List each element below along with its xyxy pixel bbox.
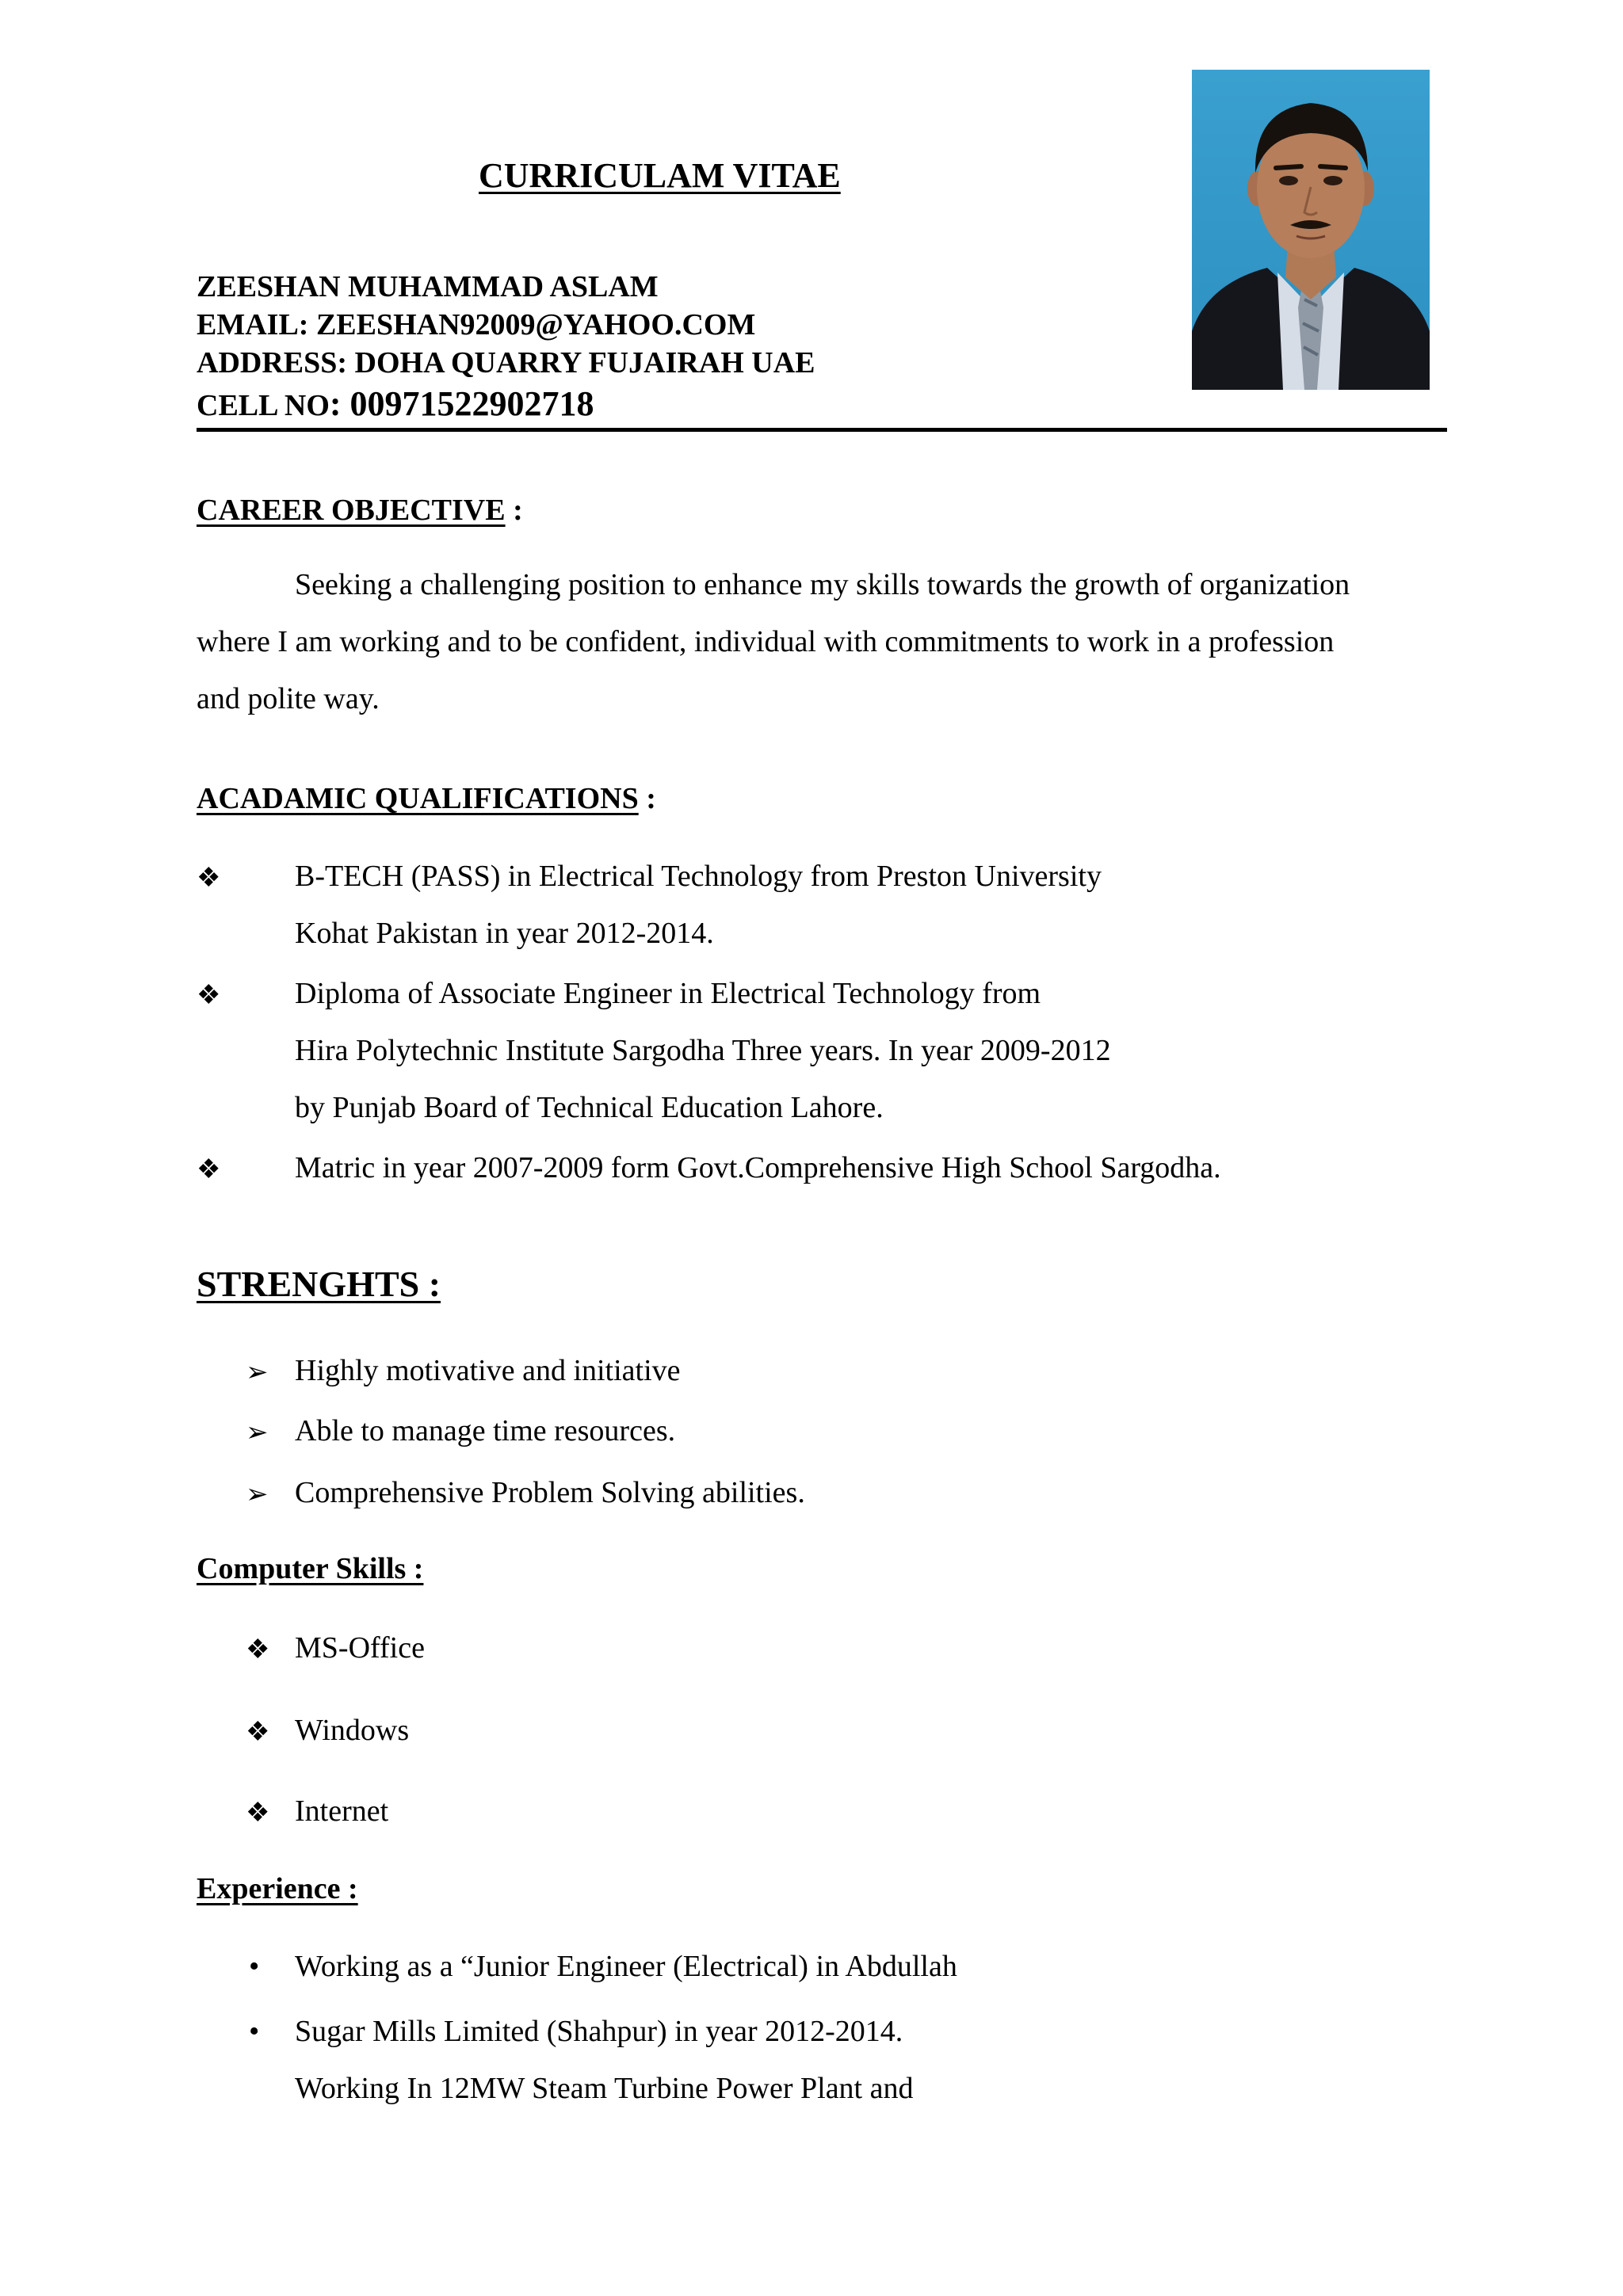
dot-bullet-icon: • <box>249 2015 260 2048</box>
profile-photo <box>1192 70 1430 390</box>
objective-line-1: Seeking a challenging position to enhance my skills towards the growth of organization <box>295 568 1350 601</box>
qualification-bullet-icon: ❖ <box>197 981 221 1010</box>
strength-item: Comprehensive Problem Solving abilities. <box>295 1476 805 1509</box>
qualification-bullet-icon: ❖ <box>197 1155 221 1184</box>
skill-bullet-icon: ❖ <box>246 1635 270 1665</box>
experience-line: Sugar Mills Limited (Shahpur) in year 2012-2014. <box>295 2015 903 2048</box>
qualification-line: Hira Polytechnic Institute Sargodha Three years. In year 2009-2012 <box>295 1034 1111 1067</box>
cell-number: : 00971522902718 <box>329 384 594 423</box>
arrow-bullet-icon: ➢ <box>246 1418 269 1447</box>
skill-bullet-icon: ❖ <box>246 1718 270 1747</box>
computer-skills-heading: Computer Skills : <box>197 1552 424 1585</box>
qualification-line: Diploma of Associate Engineer in Electrical Technology from <box>295 977 1041 1010</box>
qualification-line: Matric in year 2007-2009 form Govt.Comprehensive High School Sargodha. <box>295 1151 1221 1184</box>
cell-line <box>197 383 594 424</box>
academic-qualifications-heading: ACADAMIC QUALIFICATIONS : <box>197 782 656 815</box>
skill-item: Windows <box>295 1714 410 1747</box>
qualification-bullet-icon: ❖ <box>197 864 221 893</box>
qualification-line: Kohat Pakistan in year 2012-2014. <box>295 917 714 950</box>
skill-bullet-icon: ❖ <box>246 1798 270 1828</box>
arrow-bullet-icon: ➢ <box>246 1480 269 1509</box>
address-line: ADDRESS: DOHA QUARRY FUJAIRAH UAE <box>197 346 815 379</box>
header-divider <box>197 428 1447 432</box>
experience-heading: Experience : <box>197 1872 358 1905</box>
experience-line: Working In 12MW Steam Turbine Power Plant and <box>295 2072 914 2105</box>
career-objective-heading: CAREER OBJECTIVE : <box>197 494 523 527</box>
email-line: EMAIL: ZEESHAN92009@YAHOO.COM <box>197 308 756 341</box>
experience-line: Working as a “Junior Engineer (Electrical) in Abdullah <box>295 1950 957 1983</box>
qualification-line: by Punjab Board of Technical Education Lahore. <box>295 1091 884 1124</box>
qualification-line: B-TECH (PASS) in Electrical Technology from Preston University <box>295 860 1102 893</box>
arrow-bullet-icon: ➢ <box>246 1358 269 1387</box>
objective-line-2: where I am working and to be confident, individual with commitments to work in a profession <box>197 625 1335 658</box>
skill-item: Internet <box>295 1794 389 1828</box>
strength-item: Able to manage time resources. <box>295 1414 676 1447</box>
cell-label: CELL NO <box>197 389 330 422</box>
dot-bullet-icon: • <box>249 1950 260 1983</box>
skill-item: MS-Office <box>295 1631 425 1665</box>
strengths-heading: STRENGHTS : <box>197 1264 441 1304</box>
candidate-name: ZEESHAN MUHAMMAD ASLAM <box>197 270 659 303</box>
strength-item: Highly motivative and initiative <box>295 1354 681 1387</box>
objective-line-3: and polite way. <box>197 682 380 715</box>
document-title: CURRICULAM VITAE <box>479 156 841 195</box>
